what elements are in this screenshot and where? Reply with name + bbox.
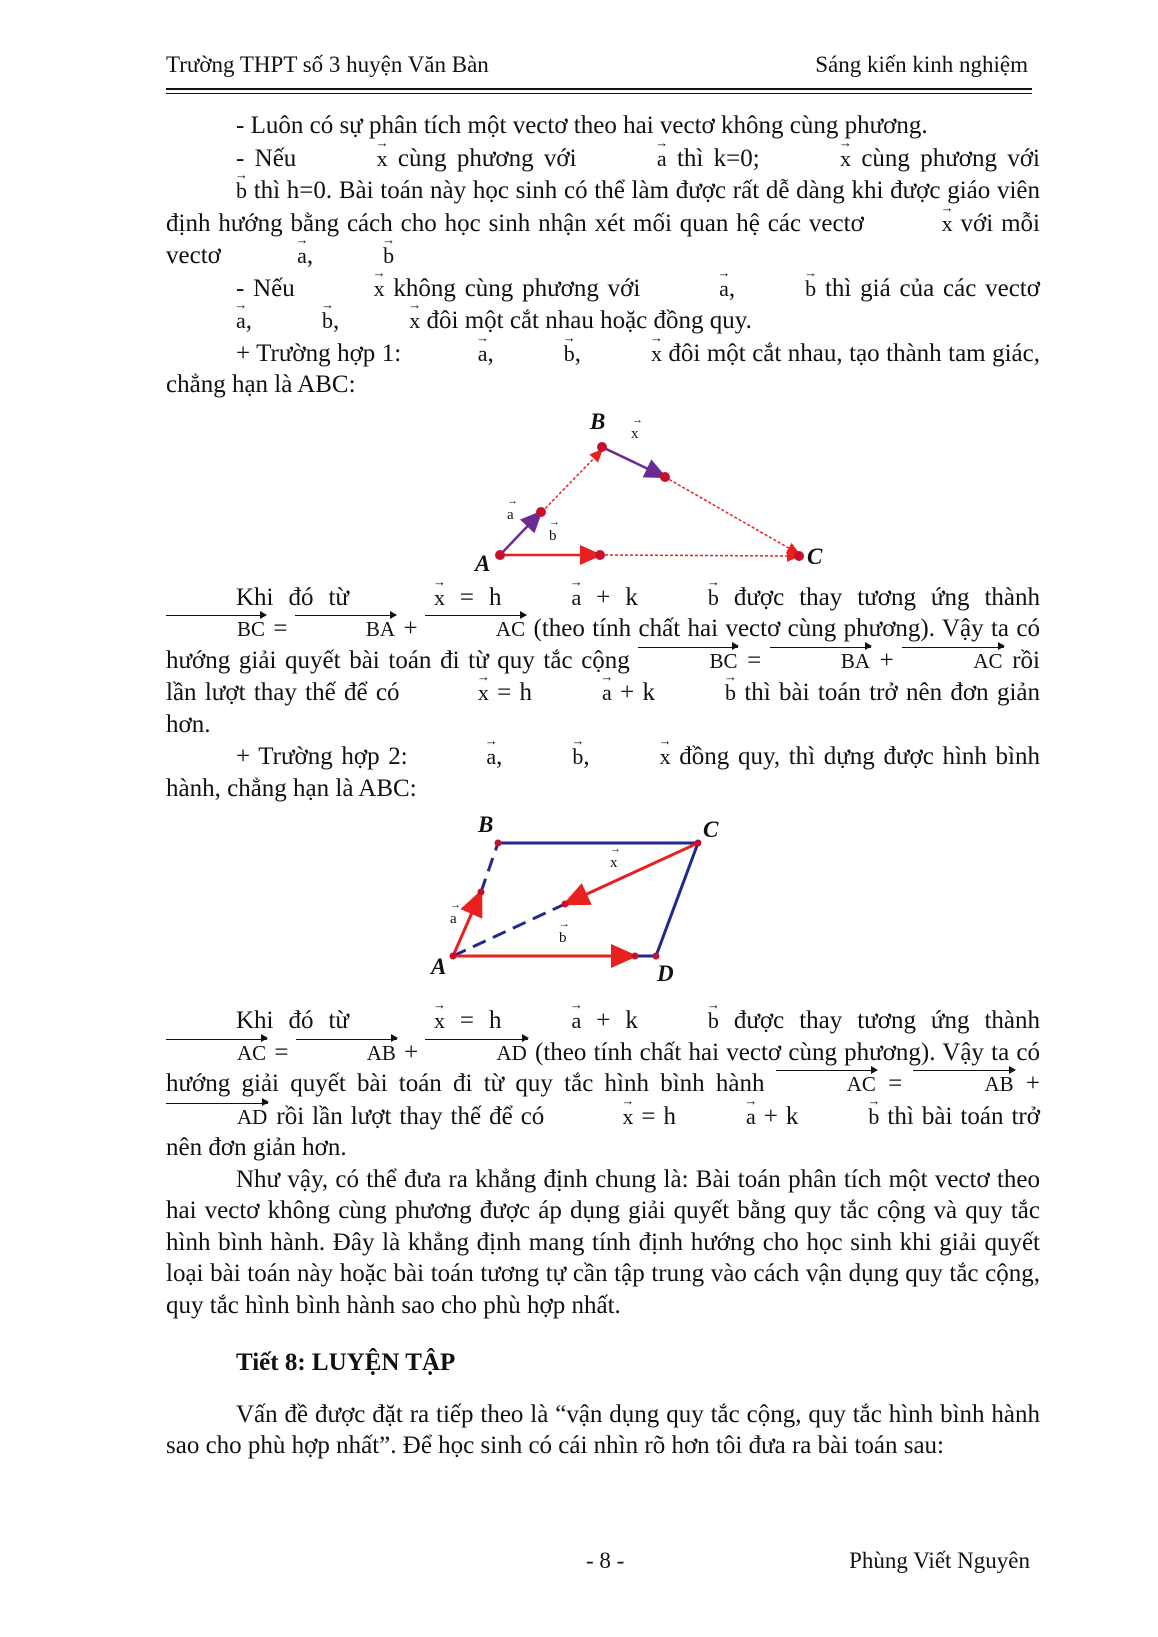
header-doc-type: Sáng kiến kinh nghiệm	[815, 52, 1028, 77]
point-a	[495, 550, 505, 560]
vector-x: → x	[307, 142, 388, 170]
svg-text:b: b	[559, 930, 567, 946]
paragraph: Như vậy, có thể đưa ra khẳng định chung là: Bài toán phân tích một vectơ theo hai vectơ không cùng phương được áp dụng giải quyết bằng quy tắc cộng và quy tắc hình bình hành. Đây là khẳng định mang tính định hướng cho học sinh khi giải quyết loại bài toán này hoặc bài toán tương tự cần tập trung vào cách vận dụng quy tắc cộng, quy tắc hình bình hành sao cho phù hợp nhất.	[166, 1165, 1040, 1319]
point-b-end	[595, 550, 605, 560]
label-a: A	[431, 954, 447, 979]
point-d	[653, 953, 660, 960]
segment-bc	[665, 477, 799, 554]
point-b	[597, 442, 607, 452]
svg-text:x: x	[631, 425, 639, 442]
point-x-end	[562, 901, 569, 908]
svg-text:x: x	[610, 855, 618, 871]
vector-x: → x	[872, 207, 953, 235]
point-b-end	[632, 953, 639, 960]
point-a-end	[478, 889, 485, 896]
label-a: A	[475, 550, 491, 576]
header-school: Trường THPT số 3 huyện Văn Bàn	[166, 52, 489, 77]
paragraph: + Trường hợp 1: → a,→ b,→ x đôi một cắt nhau, tạo thành tam giác, chẳng hạn là ABC:	[166, 337, 1040, 401]
side-ab-dashed	[481, 843, 498, 892]
diagonal-ac-dashed	[453, 904, 565, 956]
paragraph: Vấn đề được đặt ra tiếp theo là “vận dụng quy tắc cộng, quy tắc hình bình hành sao cho phù hợp nhất”. Để học sinh có cái nhìn rõ hơn tôi đưa ra bài toán sau:	[166, 1400, 1040, 1459]
label-b: B	[478, 812, 494, 837]
label-c: C	[703, 817, 719, 842]
footer-author: Phùng Viết Nguyên	[849, 1548, 1030, 1573]
paragraph: - Nếu → x cùng phương với → a thì k=0; → x cùng phương với → b thì h=0. Bài toán này học sinh có thể làm được rất dễ dàng khi được giáo viên định hướng bằng cách cho học sinh nhận xét mối quan hệ các vectơ → x với mỗi vectơ → a,→ b	[166, 142, 1040, 272]
header-rule	[166, 88, 1032, 90]
paragraph: Khi đó từ → x = h→ a + k→ b được thay tương ứng thành BC = BA + AC (theo tính chất hai vectơ cùng phương). Vậy ta có hướng giải quyết bài toán đi từ quy tắc cộng BC = BA + AC rồi lần lượt thay thế để có → x = h→ a + k→ b thì bài toán trở nên đơn giản hơn.	[166, 581, 1040, 741]
point-c	[695, 840, 702, 847]
point-b	[495, 840, 502, 847]
svg-text:→: →	[450, 899, 461, 911]
point-a-end	[536, 507, 546, 517]
svg-text:→: →	[559, 918, 570, 930]
section-heading: Tiết 8: LUYỆN TẬP	[236, 1349, 456, 1376]
label-d: D	[657, 961, 674, 986]
svg-text:b: b	[549, 527, 557, 544]
header-rule-thin	[166, 93, 1032, 94]
svg-text:→: →	[632, 413, 643, 426]
triangle-figure	[403, 401, 823, 581]
vector-b: → b	[166, 174, 247, 202]
paragraph: Khi đó từ → x = h→ a + k→ b được thay tương ứng thành AC = AB + AD (theo tính chất hai vectơ cùng phương). Vậy ta có hướng giải quyết bài toán đi từ quy tắc hình bình hành AC = AB + AD rồi lần lượt thay thế để có → x = h→ a + k→ b thì bài toán trở nên đơn giản hơn.	[166, 1004, 1040, 1164]
paragraph: + Trường hợp 2: → a,→ b,→ x đồng quy, thì dựng được hình bình hành, chẳng hạn là ABC:	[166, 740, 1040, 804]
page-number: - 8 -	[586, 1548, 625, 1573]
point-a	[450, 953, 457, 960]
vector-a: → a	[587, 142, 667, 170]
vector-x: → x	[770, 142, 851, 170]
label-b: B	[590, 408, 606, 434]
segment-ac	[600, 555, 799, 556]
svg-text:→: →	[507, 494, 518, 507]
svg-text:→: →	[610, 843, 621, 855]
parallelogram-figure	[413, 804, 793, 1004]
svg-text:a: a	[507, 506, 514, 523]
point-c	[794, 551, 804, 561]
paragraph: - Nếu → x không cùng phương với → a,→ b thì giá của các vectơ → a,→ b,→ x đôi một cắt nhau hoặc đồng quy.	[166, 272, 1040, 337]
svg-text:→: →	[549, 515, 560, 528]
svg-text:a: a	[450, 911, 457, 927]
paragraph: - Luôn có sự phân tích một vectơ theo hai vectơ không cùng phương.	[236, 112, 928, 139]
vector-x-arrow	[602, 447, 665, 477]
label-c: C	[807, 543, 823, 569]
page-body	[166, 110, 1040, 1462]
point-x-end	[660, 472, 670, 482]
